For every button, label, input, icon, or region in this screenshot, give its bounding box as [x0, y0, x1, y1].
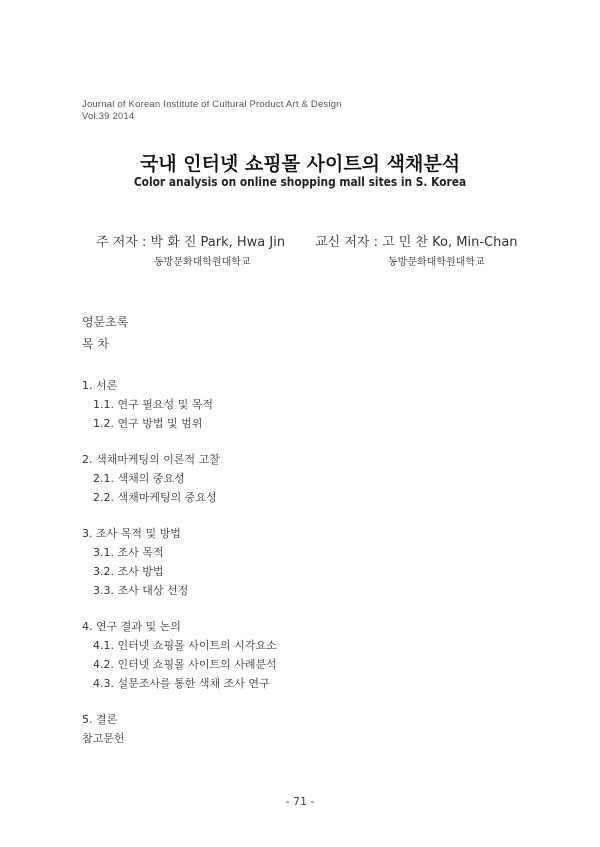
- toc-item: 참고문헌: [82, 732, 125, 745]
- journal-volume: Vol.39 2014: [82, 111, 135, 122]
- journal-header: [82, 99, 342, 123]
- toc-item: 1.2. 연구 방법 및 범위: [93, 417, 203, 430]
- main-author: 주 저자 : 박 화 진 Park, Hwa Jin: [96, 235, 286, 250]
- toc-item: 1. 서론: [82, 379, 118, 392]
- toc-item: 2. 색채마케팅의 이론적 고찰: [82, 453, 220, 466]
- toc-item: 5. 결론: [82, 713, 118, 726]
- author-line: [96, 231, 518, 250]
- toc-heading: 목 차: [82, 337, 109, 351]
- corresponding-author-affiliation: 동방문화대학원대학교: [388, 257, 485, 268]
- toc-item: 3.2. 조사 방법: [93, 565, 164, 578]
- toc-item: 4.1. 인터넷 쇼핑몰 사이트의 시각요소: [93, 639, 277, 652]
- main-author-affiliation: 동방문화대학원대학교: [154, 257, 251, 268]
- toc-item: 2.1. 색채의 중요성: [93, 472, 185, 485]
- toc-item: 4.2. 인터넷 쇼핑몰 사이트의 사례분석: [93, 658, 277, 671]
- toc-item: 3.3. 조사 대상 선정: [93, 584, 189, 597]
- paper-title-english: Color analysis on online shopping mall sites in S. Korea: [133, 174, 467, 189]
- toc-item: 4. 연구 결과 및 논의: [82, 620, 181, 633]
- abstract-heading: 영문초록: [82, 315, 129, 329]
- toc-item: 2.2. 색채마케팅의 중요성: [93, 491, 217, 504]
- journal-name: Journal of Korean Institute of Cultural Product Art & Design: [82, 99, 342, 110]
- page-number: - 71 -: [285, 795, 315, 808]
- paper-title-korean: 국내 인터넷 쇼핑몰 사이트의 색채분석: [139, 153, 461, 175]
- toc-item: 3.1. 조사 목적: [93, 546, 164, 559]
- toc-item: 3. 조사 목적 및 방법: [82, 527, 181, 540]
- toc-item: 1.1. 연구 필요성 및 목적: [93, 398, 213, 411]
- toc-item: 4.3. 설문조사를 통한 색채 조사 연구: [93, 677, 270, 690]
- corresponding-author: 교신 저자 : 고 민 찬 Ko, Min-Chan: [315, 235, 518, 250]
